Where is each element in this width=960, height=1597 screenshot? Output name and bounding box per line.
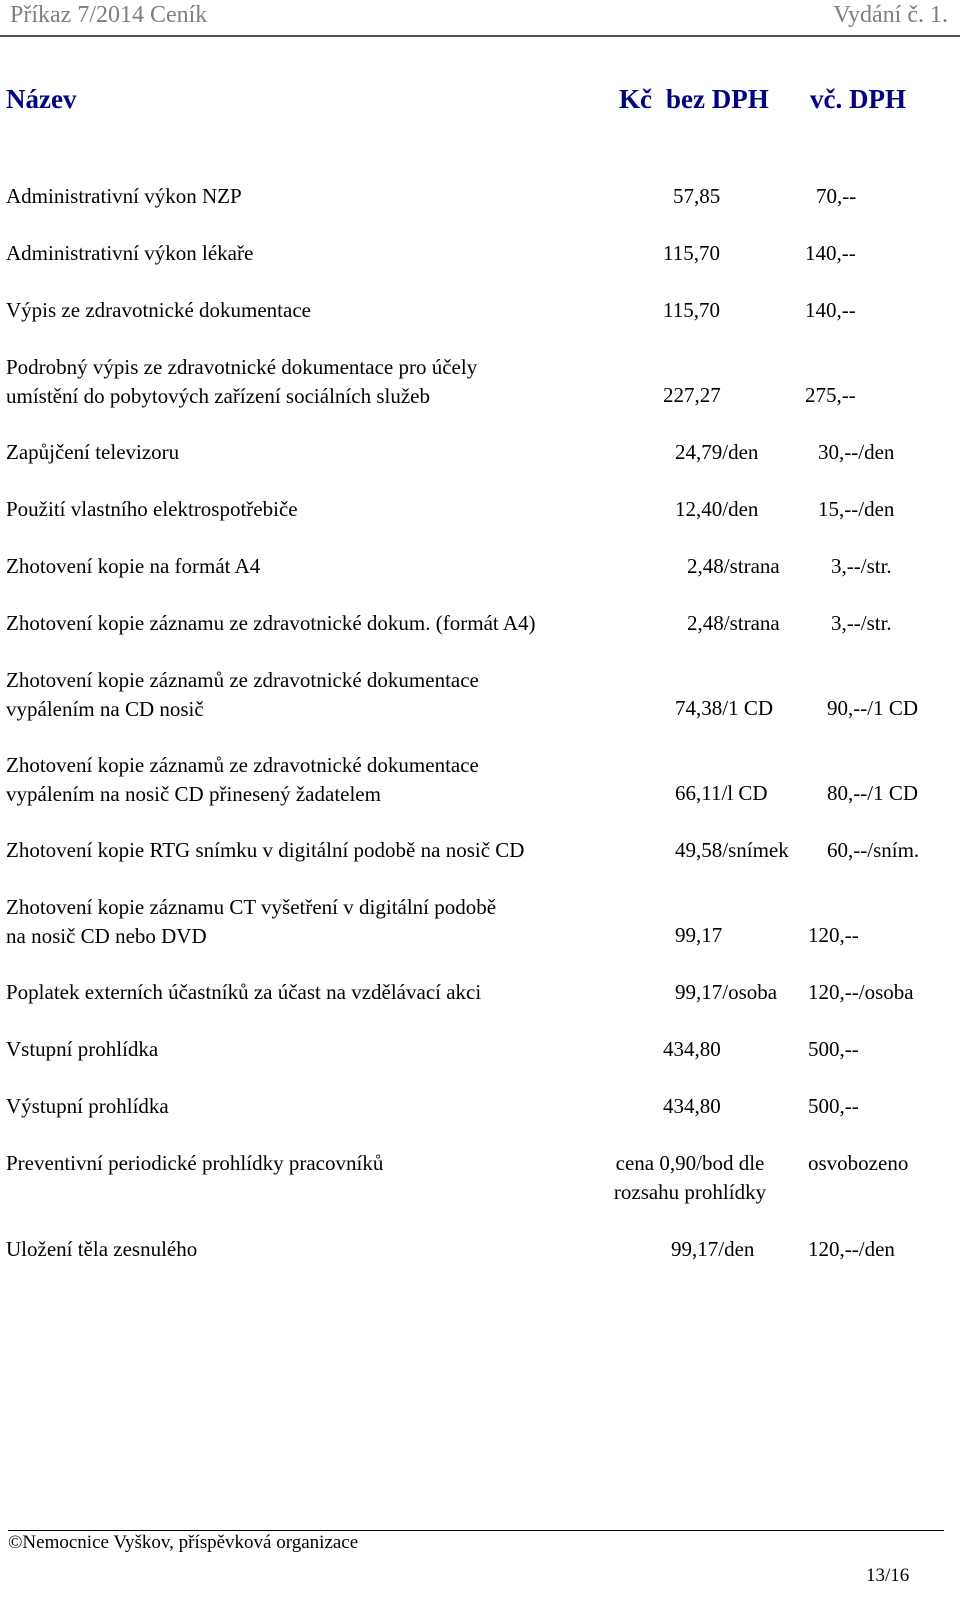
page-header <box>0 0 960 38</box>
price-without-vat: 115,70 <box>663 298 720 322</box>
footer-organization: ©Nemocnice Vyškov, příspěvková organizace <box>8 1532 359 1553</box>
price-with-vat: 120,--/osoba <box>808 980 914 1004</box>
column-headers <box>0 84 960 120</box>
price-without-vat: 12,40/den <box>675 497 759 521</box>
price-with-vat: 120,--/den <box>808 1237 895 1261</box>
price-without-vat: 115,70 <box>663 241 720 265</box>
price-without-vat: 434,80 <box>663 1037 721 1061</box>
price-without-vat: 74,38/1 CD <box>675 696 774 720</box>
price-without-vat: cena 0,90/bod dle rozsahu prohlídky <box>613 1151 767 1204</box>
service-name: Zhotovení kopie na formát A4 <box>6 554 261 578</box>
service-name: Administrativní výkon NZP <box>6 184 242 208</box>
price-with-vat: 3,--/str. <box>831 611 892 635</box>
header-divider <box>0 35 960 37</box>
price-with-vat: 70,-- <box>816 184 857 208</box>
price-without-vat: 99,17/osoba <box>675 980 778 1004</box>
service-name: Zhotovení kopie záznamů ze zdravotnické dokumentace vypálením na CD nosič <box>6 668 479 721</box>
price-with-vat: 90,--/1 CD <box>827 696 918 720</box>
price-without-vat: 24,79/den <box>675 440 759 464</box>
price-without-vat: 434,80 <box>663 1094 721 1118</box>
service-name: Použití vlastního elektrospotřebiče <box>6 497 298 521</box>
price-without-vat: 99,17/den <box>671 1237 755 1261</box>
price-with-vat: 500,-- <box>808 1037 859 1061</box>
price-with-vat: 80,--/1 CD <box>827 781 918 805</box>
price-without-vat: 57,85 <box>673 184 721 208</box>
price-without-vat: 2,48/strana <box>687 554 780 578</box>
price-with-vat: 140,-- <box>805 298 856 322</box>
price-without-vat: 49,58/snímek <box>675 838 789 862</box>
price-with-vat: 3,--/str. <box>831 554 892 578</box>
service-name: Preventivní periodické prohlídky pracovníků <box>6 1151 384 1175</box>
service-name: Zhotovení kopie záznamů ze zdravotnické dokumentace vypálením na nosič CD přinesený žadatelem <box>6 753 479 806</box>
price-without-vat: 2,48/strana <box>687 611 780 635</box>
service-name: Administrativní výkon lékaře <box>6 241 254 265</box>
column-header-name: Název <box>6 84 77 114</box>
price-with-vat: 60,--/sním. <box>827 838 920 862</box>
service-name: Vstupní prohlídka <box>6 1037 159 1061</box>
price-with-vat: 140,-- <box>805 241 856 265</box>
service-name: Uložení těla zesnulého <box>6 1237 198 1261</box>
price-without-vat: 99,17 <box>675 923 723 947</box>
price-with-vat: 120,-- <box>808 923 859 947</box>
edition-label: Vydání č. 1. <box>833 2 948 28</box>
service-name: Zhotovení kopie záznamu CT vyšetření v digitální podobě na nosič CD nebo DVD <box>6 895 497 948</box>
column-header-with-vat: vč. DPH <box>810 84 906 114</box>
column-header-without-vat: bez DPH <box>666 84 769 114</box>
document-title: Příkaz 7/2014 Ceník <box>10 2 208 28</box>
service-name: Zhotovení kopie záznamu ze zdravotnické dokum. (formát A4) <box>6 611 536 635</box>
service-name: Podrobný výpis ze zdravotnické dokumentace pro účely umístění do pobytových zařízení sociálních služeb <box>6 355 478 408</box>
service-name: Poplatek externích účastníků za účast na vzdělávací akci <box>6 980 482 1004</box>
price-without-vat: 227,27 <box>663 383 721 407</box>
price-with-vat: 500,-- <box>808 1094 859 1118</box>
column-header-currency: Kč <box>619 84 652 114</box>
page-number: 13/16 <box>866 1565 910 1586</box>
service-name: Zhotovení kopie RTG snímku v digitální podobě na nosič CD <box>6 838 525 862</box>
price-with-vat: 275,-- <box>805 383 856 407</box>
price-with-vat: osvobozeno <box>808 1151 909 1175</box>
service-name: Zapůjčení televizoru <box>6 440 180 464</box>
service-name: Výpis ze zdravotnické dokumentace <box>6 298 311 322</box>
price-with-vat: 30,--/den <box>818 440 895 464</box>
price-without-vat: 66,11/l CD <box>675 781 768 805</box>
footer-divider <box>8 1530 944 1531</box>
service-name: Výstupní prohlídka <box>6 1094 169 1118</box>
price-with-vat: 15,--/den <box>818 497 895 521</box>
